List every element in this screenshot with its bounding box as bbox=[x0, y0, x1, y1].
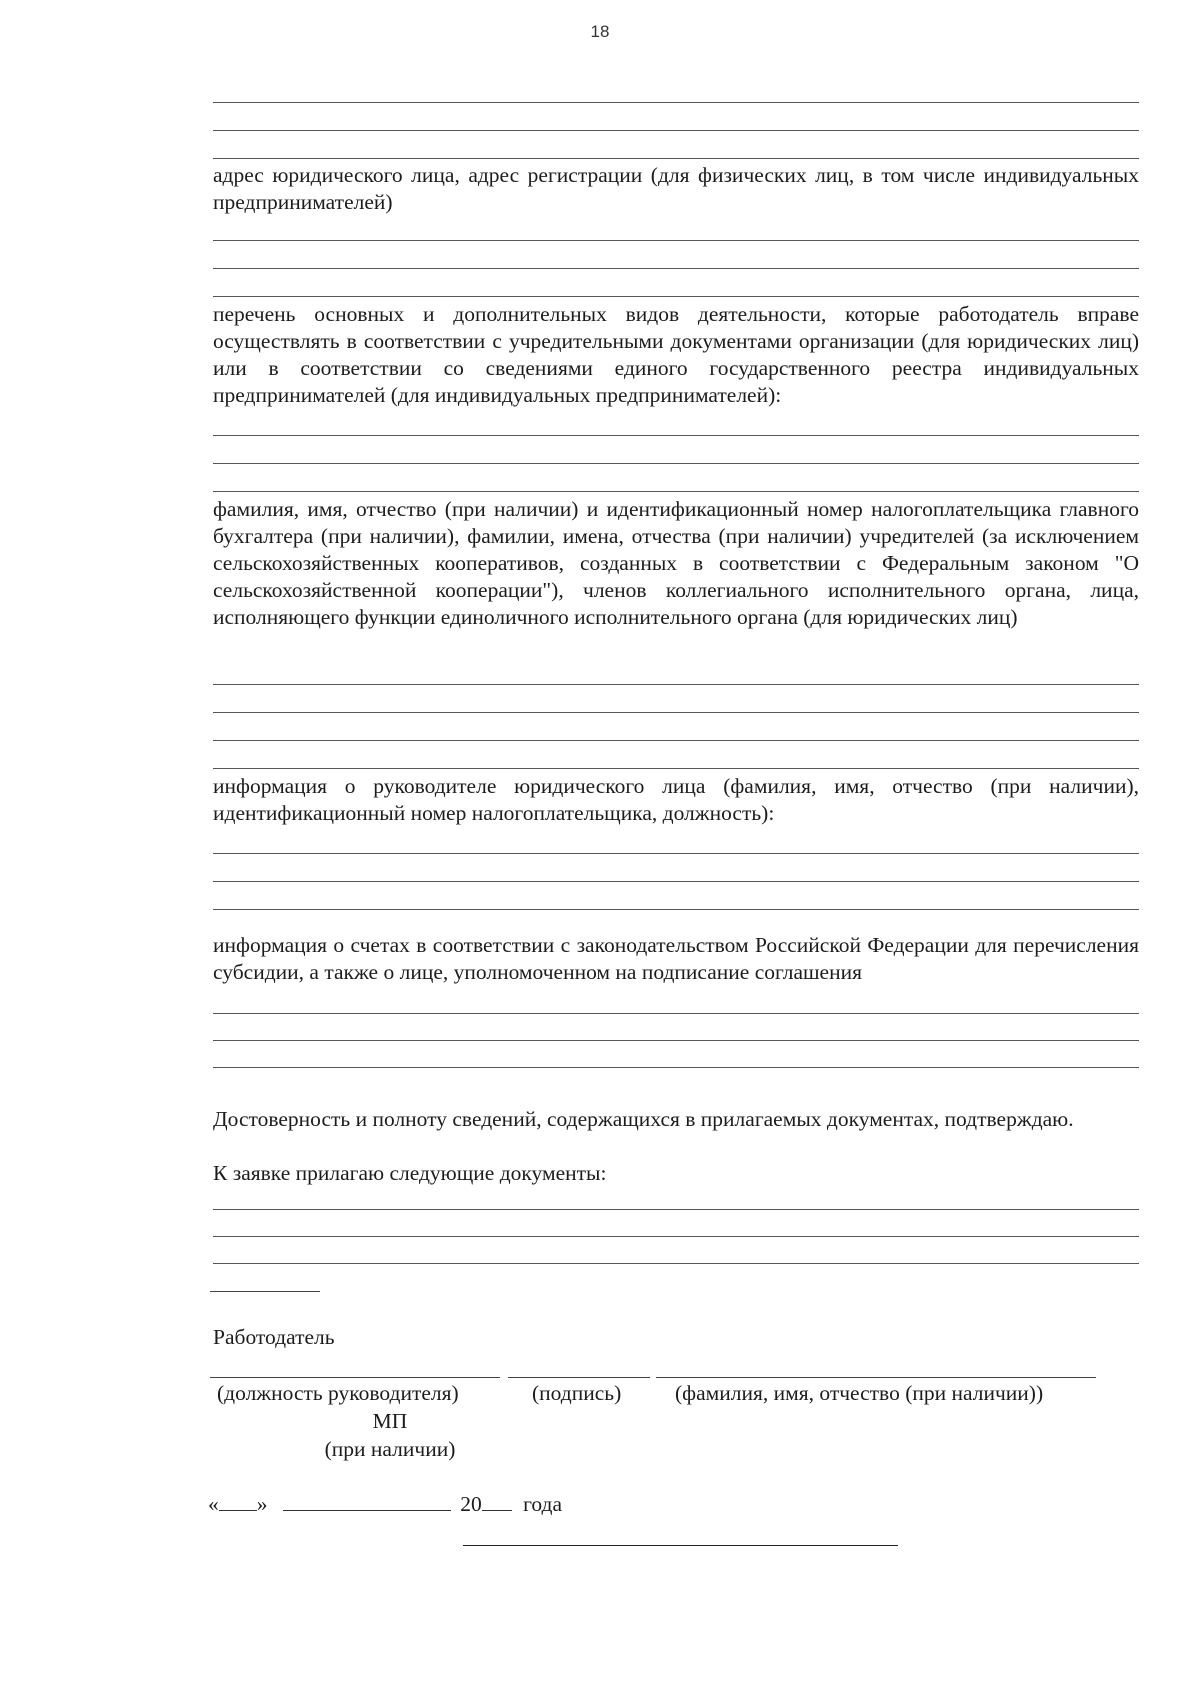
blank-line[interactable] bbox=[213, 1040, 1139, 1041]
year-word: года bbox=[523, 1492, 563, 1516]
century-label: 20 bbox=[460, 1492, 482, 1516]
blank-line[interactable] bbox=[213, 684, 1139, 685]
accounts-caption: информация о счетах в соответствии с законодательством Российской Федерации для перечисления субсидии, а также о лице, уполномоченном на подписание соглашения bbox=[213, 933, 1139, 984]
blank-line[interactable] bbox=[213, 712, 1139, 713]
stamp-note: (при наличии) bbox=[324, 1437, 456, 1461]
close-quote: » bbox=[256, 1492, 268, 1516]
blank-line[interactable] bbox=[213, 296, 1139, 297]
name-signature-line[interactable] bbox=[656, 1377, 1096, 1378]
signature-line[interactable] bbox=[508, 1377, 650, 1378]
confirmation-text: Достоверность и полноту сведений, содержащихся в прилагаемых документах, подтверждаю. bbox=[213, 1107, 1074, 1131]
blank-line[interactable] bbox=[213, 491, 1139, 492]
blank-line[interactable] bbox=[213, 130, 1139, 131]
activities-caption: перечень основных и дополнительных видов деятельности, которые работодатель вправе осуществлять в соответствии с учредительными документами организации (для юридических лиц) или в соответствии со сведениями единого государственного реестра индивидуальных предпринимателей (для индивидуальных предпринимателей): bbox=[213, 302, 1139, 407]
blank-line[interactable] bbox=[213, 740, 1139, 741]
address-caption: адрес юридического лица, адрес регистрации (для физических лиц, в том числе индивидуальных предпринимателей) bbox=[213, 163, 1139, 214]
blank-line[interactable] bbox=[213, 881, 1139, 882]
date-row bbox=[208, 1490, 562, 1518]
blank-line[interactable] bbox=[213, 1263, 1139, 1264]
blank-line[interactable] bbox=[213, 1013, 1139, 1014]
stamp-label: МП bbox=[372, 1409, 408, 1433]
month-blank[interactable] bbox=[283, 1490, 451, 1511]
blank-line[interactable] bbox=[213, 1067, 1139, 1068]
blank-line[interactable] bbox=[213, 1209, 1139, 1210]
blank-line[interactable] bbox=[213, 435, 1139, 436]
position-caption: (должность руководителя) bbox=[217, 1381, 459, 1405]
blank-line[interactable] bbox=[213, 463, 1139, 464]
signature-caption: (подпись) bbox=[532, 1381, 622, 1405]
bottom-rule bbox=[463, 1545, 898, 1546]
blank-line[interactable] bbox=[213, 768, 1139, 769]
year-blank[interactable] bbox=[482, 1490, 512, 1511]
blank-line[interactable] bbox=[213, 158, 1139, 159]
name-caption: (фамилия, имя, отчество (при наличии)) bbox=[675, 1381, 1044, 1405]
blank-line[interactable] bbox=[213, 909, 1139, 910]
employer-label: Работодатель bbox=[213, 1325, 335, 1349]
blank-line[interactable] bbox=[213, 102, 1139, 103]
blank-line[interactable] bbox=[213, 240, 1139, 241]
blank-line[interactable] bbox=[213, 1236, 1139, 1237]
position-signature-line[interactable] bbox=[210, 1377, 500, 1378]
blank-line[interactable] bbox=[213, 268, 1139, 269]
short-separator bbox=[210, 1291, 320, 1292]
open-quote: « bbox=[208, 1492, 219, 1516]
blank-line[interactable] bbox=[213, 853, 1139, 854]
page-number: 18 bbox=[590, 22, 610, 41]
head-info-caption: информация о руководителе юридического лица (фамилия, имя, отчество (при наличии), идентификационный номер налогоплательщика, должность): bbox=[213, 774, 1139, 825]
attachments-label: К заявке прилагаю следующие документы: bbox=[213, 1161, 607, 1185]
persons-caption: фамилия, имя, отчество (при наличии) и идентификационный номер налогоплательщика главного бухгалтера (при наличии), фамилии, имена, отчества (при наличии) учредителей (за исключением сельскохозяйственных кооперативов, созданных в соответствии с Федеральным законом "О сельскохозяйственной кооперации"), членов коллегиального исполнительного органа, лица, исполняющего функции единоличного исполнительного органа (для юридических лиц) bbox=[213, 497, 1139, 629]
day-blank[interactable] bbox=[219, 1490, 257, 1511]
